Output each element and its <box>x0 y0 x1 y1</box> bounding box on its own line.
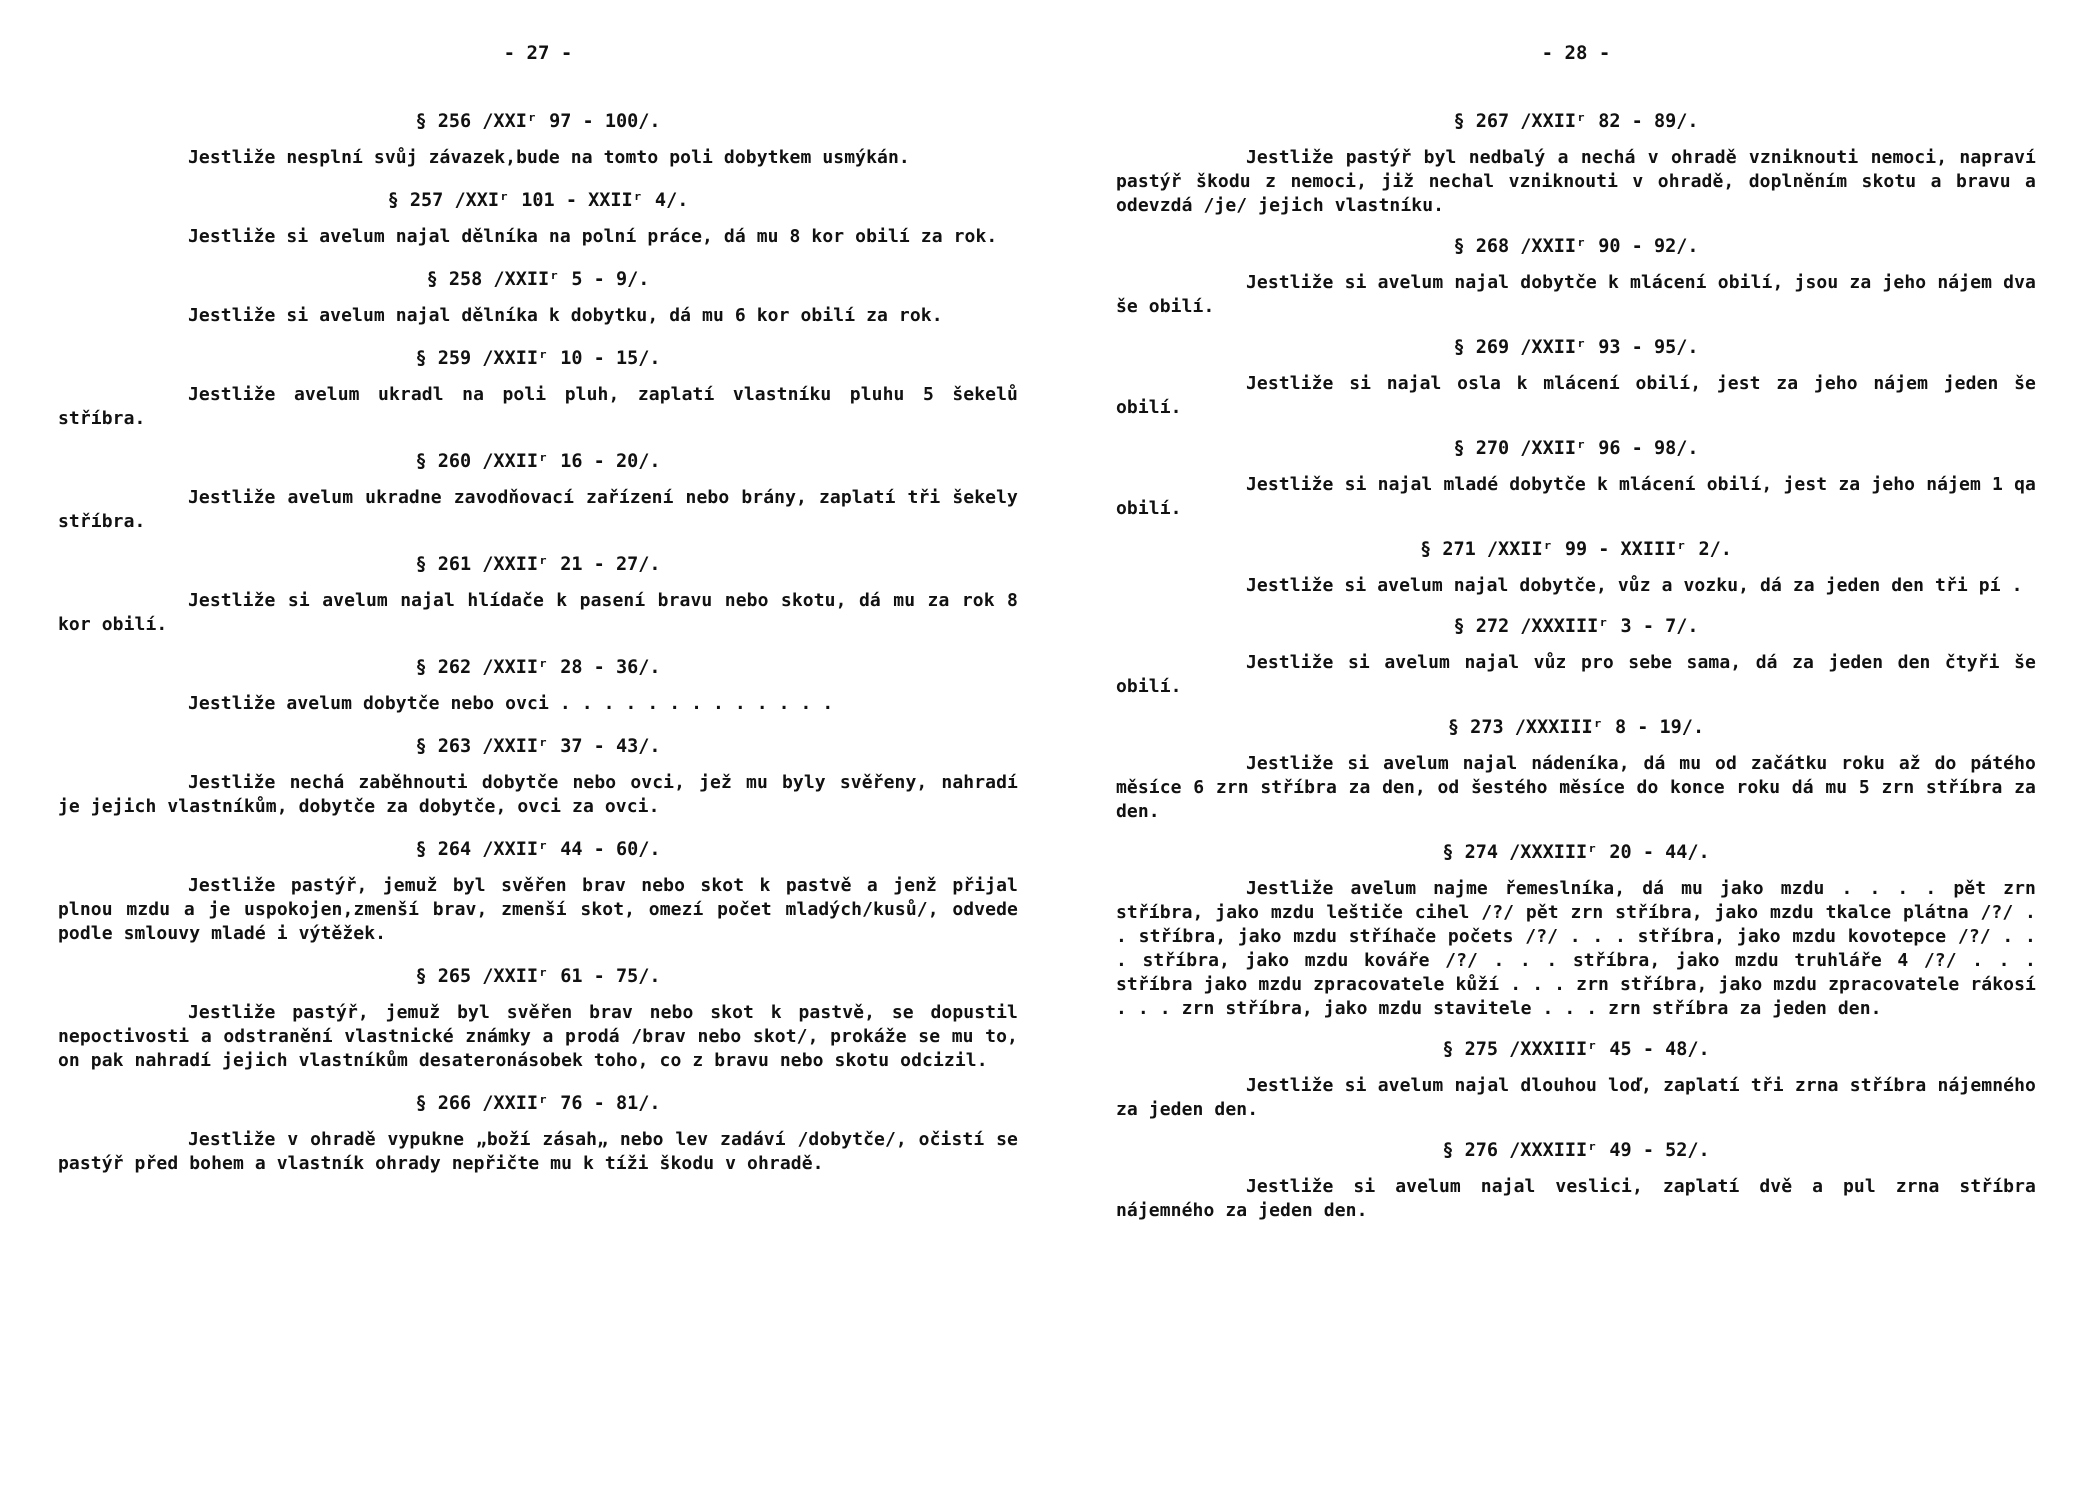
section-heading: § 276 /XXXIIIʳ 49 - 52/. <box>1442 1140 1710 1161</box>
page-number: - 28 - <box>1541 42 1611 64</box>
section-text: Jestliže si najal mladé dobytče k mlácení obilí, jest za jeho nájem 1 qa obilí. <box>1116 474 2036 519</box>
paragraph-257 <box>58 189 1018 249</box>
section-text: Jestliže pastýř, jemuž byl svěřen brav nebo skot k pastvě a jenž přijal plnou mzdu a je uspokojen,zmenší brav, zmenší skot, omezí počet mladých/kusů/, odvede podle smlouvy mladé i výtěžek. <box>58 875 1018 944</box>
section-heading: § 257 /XXIʳ 101 - XXIIʳ 4/. <box>387 190 689 211</box>
paragraph-263 <box>58 735 1018 819</box>
section-text: Jestliže si avelum najal dobytče, vůz a vozku, dá za jeden den tři pí . <box>1246 575 2023 596</box>
section-heading: § 274 /XXXIIIʳ 20 - 44/. <box>1442 842 1710 863</box>
paragraph-271 <box>1116 538 2036 598</box>
section-text: Jestliže nesplní svůj závazek,bude na tomto poli dobytkem usmýkán. <box>188 147 910 168</box>
section-text: Jestliže si najal osla k mlácení obilí, jest za jeho nájem jeden še obilí. <box>1116 373 2036 418</box>
section-heading: § 268 /XXIIʳ 90 - 92/. <box>1453 236 1699 257</box>
paragraph-275 <box>1116 1038 2036 1122</box>
paragraph-260 <box>58 450 1018 534</box>
section-text: Jestliže avelum dobytče nebo ovci . . . . . . . . . . . . . <box>188 693 834 714</box>
page-number: - 27 - <box>503 42 573 64</box>
section-heading: § 270 /XXIIʳ 96 - 98/. <box>1453 438 1699 459</box>
right-page-content <box>1116 110 2036 1240</box>
paragraph-274 <box>1116 841 2036 1021</box>
section-heading: § 256 /XXIʳ 97 - 100/. <box>415 111 661 132</box>
section-heading: § 259 /XXIIʳ 10 - 15/. <box>415 348 661 369</box>
section-text: Jestliže pastýř byl nedbalý a nechá v ohradě vzniknouti nemoci, napraví pastýř škodu z nemoci, již nechal vzniknouti v ohradě, doplněním skotu a bravu a odevzdá /je/ jejich vlastníku. <box>1116 147 2036 216</box>
section-heading: § 260 /XXIIʳ 16 - 20/. <box>415 451 661 472</box>
section-text: Jestliže si avelum najal veslici, zaplatí dvě a pul zrna stříbra nájemného za jeden den. <box>1116 1176 2036 1221</box>
section-text: Jestliže si avelum najal nádeníka, dá mu od začátku roku až do pátého měsíce 6 zrn stříbra za den, od šestého měsíce do konce roku dá mu 5 zrn stříbra za den. <box>1116 753 2036 822</box>
paragraph-256 <box>58 110 1018 170</box>
section-text: Jestliže avelum najme řemeslníka, dá mu jako mzdu . . . . pět zrn stříbra, jako mzdu leštiče cihel /?/ pět zrn stříbra, jako mzdu tkalce plátna /?/ . . stříbra, jako mzdu stříhače počets /?/ . . . stříbra, jako mzdu kovotepce /?/ . . . stříbra, jako mzdu kováře /?/ . . . stříbra, jako mzdu truhláře 4 /?/ . . . stříbra jako mzdu zpracovatele kůží . . . zrn stříbra, jako mzdu zpracovatele rákosí . . . zrn stříbra, jako mzdu stavitele . . . zrn stříbra za jeden den. <box>1116 878 2036 1019</box>
section-heading: § 271 /XXIIʳ 99 - XXIIIʳ 2/. <box>1420 539 1732 560</box>
section-text: Jestliže v ohradě vypukne „boží zásah„ nebo lev zadáví /dobytče/, očistí se pastýř před bohem a vlastník ohrady nepřičte mu k tíži škodu v ohradě. <box>58 1129 1018 1174</box>
left-page <box>58 0 1018 1500</box>
section-heading: § 263 /XXIIʳ 37 - 43/. <box>415 736 661 757</box>
section-text: Jestliže si avelum najal hlídače k pasení bravu nebo skotu, dá mu za rok 8 kor obilí. <box>58 590 1018 635</box>
paragraph-267 <box>1116 110 2036 218</box>
section-text: Jestliže avelum ukradne zavodňovací zařízení nebo brány, zaplatí tři šekely stříbra. <box>58 487 1018 532</box>
section-text: Jestliže si avelum najal vůz pro sebe sama, dá za jeden den čtyři še obilí. <box>1116 652 2036 697</box>
section-heading: § 272 /XXXIIIʳ 3 - 7/. <box>1453 616 1699 637</box>
section-heading: § 273 /XXXIIIʳ 8 - 19/. <box>1447 717 1705 738</box>
section-text: Jestliže nechá zaběhnouti dobytče nebo ovci, jež mu byly svěřeny, nahradí je jejich vlastníkům, dobytče za dobytče, ovci za ovci. <box>58 772 1018 817</box>
paragraph-261 <box>58 553 1018 637</box>
paragraph-270 <box>1116 437 2036 521</box>
paragraph-276 <box>1116 1139 2036 1223</box>
section-heading: § 261 /XXIIʳ 21 - 27/. <box>415 554 661 575</box>
section-text: Jestliže pastýř, jemuž byl svěřen brav nebo skot k pastvě, se dopustil nepoctivosti a odstranění vlastnické známky a prodá /brav nebo skot/, prokáže se mu to, on pak nahradí jejich vlastníkům desateronásobek toho, co z bravu nebo skotu odcizil. <box>58 1002 1018 1071</box>
paragraph-269 <box>1116 336 2036 420</box>
paragraph-273 <box>1116 716 2036 824</box>
section-text: Jestliže si avelum najal dobytče k mlácení obilí, jsou za jeho nájem dva še obilí. <box>1116 272 2036 317</box>
section-heading: § 267 /XXIIʳ 82 - 89/. <box>1453 111 1699 132</box>
paragraph-262 <box>58 656 1018 716</box>
left-page-content <box>58 110 1018 1195</box>
section-text: Jestliže si avelum najal dělníka k dobytku, dá mu 6 kor obilí za rok. <box>188 305 943 326</box>
paragraph-268 <box>1116 235 2036 319</box>
section-heading: § 258 /XXIIʳ 5 - 9/. <box>426 269 650 290</box>
section-heading: § 265 /XXIIʳ 61 - 75/. <box>415 966 661 987</box>
right-page <box>1116 0 2036 1500</box>
paragraph-264 <box>58 838 1018 946</box>
paragraph-258 <box>58 268 1018 328</box>
section-text: Jestliže avelum ukradl na poli pluh, zaplatí vlastníku pluhu 5 šekelů stříbra. <box>58 384 1018 429</box>
paragraph-259 <box>58 347 1018 431</box>
paragraph-265 <box>58 965 1018 1073</box>
section-heading: § 262 /XXIIʳ 28 - 36/. <box>415 657 661 678</box>
paragraph-272 <box>1116 615 2036 699</box>
section-heading: § 269 /XXIIʳ 93 - 95/. <box>1453 337 1699 358</box>
section-text: Jestliže si avelum najal dlouhou loď, zaplatí tři zrna stříbra nájemného za jeden den. <box>1116 1075 2036 1120</box>
section-heading: § 275 /XXXIIIʳ 45 - 48/. <box>1442 1039 1710 1060</box>
section-text: Jestliže si avelum najal dělníka na polní práce, dá mu 8 kor obilí za rok. <box>188 226 998 247</box>
section-heading: § 264 /XXIIʳ 44 - 60/. <box>415 839 661 860</box>
paragraph-266 <box>58 1092 1018 1176</box>
section-heading: § 266 /XXIIʳ 76 - 81/. <box>415 1093 661 1114</box>
